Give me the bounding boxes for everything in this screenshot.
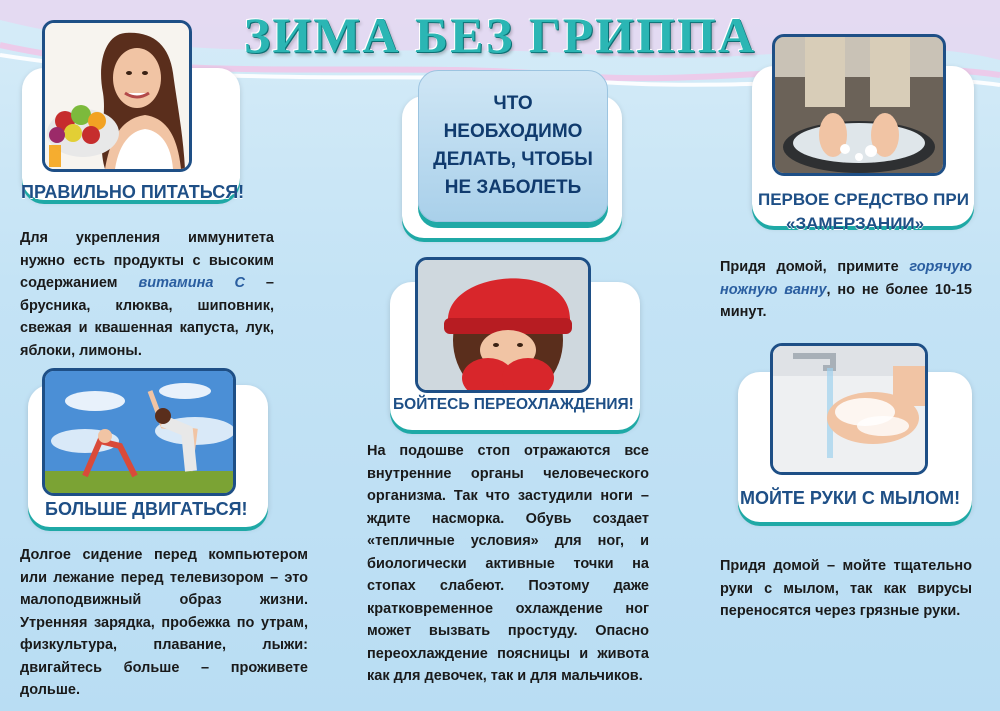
freeze-paragraph xyxy=(720,256,972,324)
center-question xyxy=(433,90,593,202)
hand-wash-photo xyxy=(770,343,928,475)
eat-text-end: – брусника, клюква, шиповник, свежая и квашенная капуста, лук, яблоки, лимоны. xyxy=(20,275,274,359)
move-paragraph: Долгое сидение перед компьютером или лежание перед телевизором – это малоподвижный образ жизни. Утренняя зарядка, пробежка по утрам, физкультура, плавание, лыжи: двигайтесь больше – проживете дольше. xyxy=(20,547,308,698)
center-line-2: НЕОБХОДИМО xyxy=(443,121,583,142)
freeze-text-highlight: горячую ножную ванну xyxy=(720,259,972,298)
hand-wash-image xyxy=(773,346,925,472)
cold-caption: БОЙТЕСЬ ПЕРЕОХЛАЖДЕНИЯ! xyxy=(393,396,634,413)
woman-fruits-image xyxy=(45,23,189,169)
exercise-photo xyxy=(42,368,236,496)
cold-photo xyxy=(415,257,591,393)
exercise-image xyxy=(45,371,233,493)
girl-red-hat-image xyxy=(418,260,588,390)
foot-bath-photo xyxy=(772,34,946,176)
eat-text-start: Для укрепления иммунитета нужно есть продукты с высоким содержанием xyxy=(20,230,274,291)
wash-caption: МОЙТЕ РУКИ С МЫЛОМ! xyxy=(740,488,961,508)
freeze-text-start: Придя домой, примите xyxy=(720,259,910,275)
cold-paragraph: На подошве стоп отражаются все внутренние органы человеческого организма. Так что застудили ноги – ждите насморка. Обувь создает «тепличные условия» для ног, и биологически активные точки на стопах слабеют. Поэтому даже кратковременное охлаждение ног может вызвать простуду. Опасно переохлаждение поясницы и живота как для девочек, так и для мальчиков. xyxy=(367,443,649,684)
freeze-caption-line2: «ЗАМЕРЗАНИИ» xyxy=(786,214,925,233)
eat-text-highlight: витамина С xyxy=(138,275,245,291)
center-line-1: ЧТО xyxy=(493,93,533,114)
freeze-caption-line1: ПЕРВОЕ СРЕДСТВО ПРИ xyxy=(758,190,969,209)
eat-caption: ПРАВИЛЬНО ПИТАТЬСЯ! xyxy=(21,182,245,202)
wash-paragraph: Придя домой – мойте тщательно руки с мылом, так как вирусы переносятся через грязные руки. xyxy=(720,558,972,619)
eat-paragraph xyxy=(20,227,274,362)
center-line-4: НЕ ЗАБОЛЕТЬ xyxy=(444,177,582,198)
poster-title: ЗИМА БЕЗ ГРИППА xyxy=(243,7,757,63)
healthy-food-photo xyxy=(42,20,192,172)
foot-bath-image xyxy=(775,37,943,173)
center-question-box xyxy=(418,70,608,222)
move-caption: БОЛЬШЕ ДВИГАТЬСЯ! xyxy=(45,499,248,519)
freeze-text-end: , но не более 10-15 минут. xyxy=(720,281,972,320)
center-line-3: ДЕЛАТЬ, ЧТОБЫ xyxy=(433,149,593,170)
